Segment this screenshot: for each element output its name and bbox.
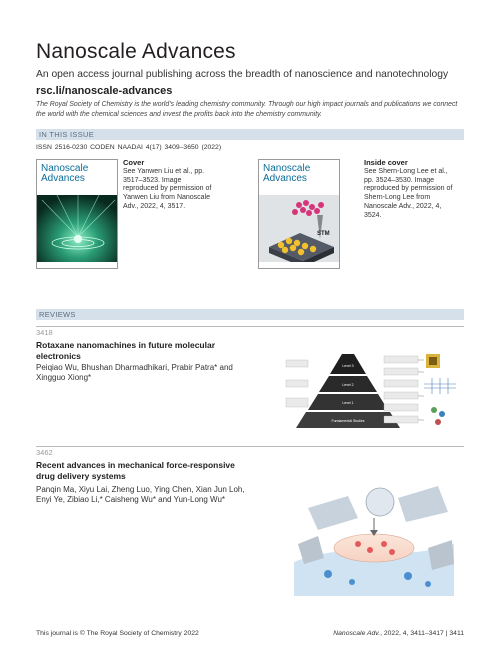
divider	[36, 446, 464, 447]
article-figure-drug-delivery	[288, 478, 460, 603]
inside-cover-image[interactable]	[258, 159, 340, 269]
article-title-link[interactable]: Recent advances in mechanical force-responsive drug delivery systems	[36, 460, 235, 481]
article-authors: Peiqiao Wu, Bhushan Dharmadhikari, Prabir Patra* and Xingguo Xiong*	[36, 363, 233, 382]
footer-citation-rest: , 2022, 4, 3411–3417 | 3411	[380, 630, 464, 637]
inside-cover-label: Inside cover	[364, 158, 408, 167]
pyramid-level-2: Level 2	[342, 383, 354, 387]
footer-journal-abbrev: Nanoscale Adv.	[333, 630, 381, 637]
article-title-link[interactable]: Rotaxane nanomachines in future molecular electronics	[36, 340, 216, 361]
journal-tagline: An open access journal publishing across the breadth of nanoscience and nanotechnology	[36, 69, 449, 80]
cover-caption-text: See Yanwen Liu et al., pp. 3517–3523. Image reproduced by permission of Yanwen Liu from Nanoscale Adv., 2022, 4, 3517.	[123, 167, 212, 210]
cover-image[interactable]	[36, 159, 118, 269]
inside-cover-artwork	[259, 195, 340, 269]
reviews-heading: REVIEWS	[36, 309, 464, 320]
inside-cover-caption-text: See Shern-Long Lee et al., pp. 3524–3530. Image reproduced by permission of Shern-Long Lee from Nanoscale Adv., 2022, 4, 3524.	[364, 167, 453, 219]
article-page-number: 3462	[36, 448, 53, 457]
footer-copyright: This journal is © The Royal Society of Chemistry 2022	[36, 630, 199, 637]
journal-title: Nanoscale Advances	[36, 40, 236, 63]
pyramid-base: Fundamental Studies	[331, 419, 365, 423]
cover-caption	[123, 159, 213, 212]
cover-title-line-1: Nanoscale	[41, 163, 89, 174]
pyramid-level-3: Level 3	[342, 364, 354, 368]
inside-cover-title-line-1: Nanoscale	[263, 163, 311, 174]
issn-line: ISSN 2516-0230 CODEN NAADAI 4(17) 3409–3650 (2022)	[36, 144, 222, 151]
footer-citation	[333, 630, 464, 637]
inside-cover-caption	[364, 159, 454, 221]
article-figure-pyramid	[284, 352, 464, 437]
divider	[36, 326, 464, 327]
cover-title-line-2: Advances	[41, 173, 85, 184]
journal-url-link[interactable]: rsc.li/nanoscale-advances	[36, 85, 173, 97]
cover-artwork	[37, 195, 118, 269]
inside-cover-masthead	[259, 160, 339, 195]
stm-label: STM	[317, 231, 330, 237]
article-authors: Panqin Ma, Xiyu Lai, Zheng Luo, Ying Chen, Xian Jun Loh, Enyi Ye, Zibiao Li,* Caisheng Wu* and Yun-Long Wu*	[36, 485, 245, 504]
cover-masthead	[37, 160, 117, 195]
pyramid-level-1: Level 1	[342, 401, 354, 405]
cover-label: Cover	[123, 158, 145, 167]
in-this-issue-heading: IN THIS ISSUE	[36, 129, 464, 140]
journal-intro: The Royal Society of Chemistry is the world's leading chemistry community. Through our high impact journals and publications we connect the world with the chemical sciences and invest the profits back into the chemistry community.	[36, 101, 458, 118]
inside-cover-title-line-2: Advances	[263, 173, 307, 184]
article-page-number: 3418	[36, 328, 53, 337]
